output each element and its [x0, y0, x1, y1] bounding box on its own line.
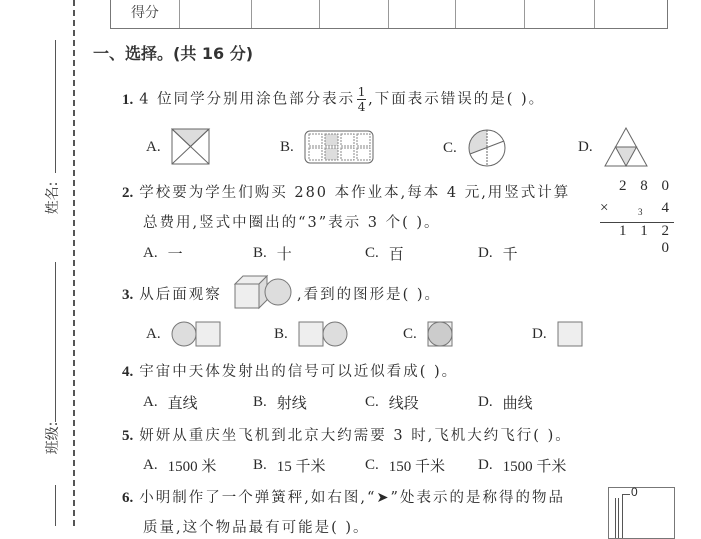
question-text: 4 位同学分别用涂色部分表示 — [139, 91, 356, 108]
option-text: 百 — [388, 247, 404, 263]
option-text: 15 千米 — [276, 459, 326, 475]
score-cell[interactable] — [179, 0, 251, 28]
option-text: 射线 — [276, 396, 307, 412]
question-text: 妍妍从重庆坐飞机到北京大约需要 3 时,飞机大约飞行( )。 — [139, 428, 572, 444]
q5-option-c[interactable] — [365, 455, 445, 476]
question-6 — [122, 486, 565, 507]
fraction-one-quarter — [357, 86, 366, 113]
option-text: 直线 — [167, 396, 198, 412]
question-number: 5. — [122, 428, 134, 444]
option-label: D. — [578, 138, 593, 155]
q4-option-d[interactable] — [478, 392, 533, 413]
option-label: C. — [365, 394, 379, 410]
option-label: B. — [253, 245, 267, 261]
option-label: A. — [143, 394, 158, 410]
q3-option-a[interactable] — [146, 320, 223, 348]
vertical-multiplication — [600, 178, 674, 256]
option-text: 十 — [276, 247, 292, 263]
q2-option-b[interactable] — [253, 243, 292, 264]
margin-line — [55, 40, 56, 173]
q3-option-b[interactable] — [274, 320, 350, 348]
option-label: B. — [280, 138, 294, 155]
option-label: C. — [403, 325, 417, 342]
section-title: 一、选择。(共 16 分) — [93, 44, 254, 63]
question-number: 4. — [122, 364, 134, 380]
option-label: B. — [274, 325, 288, 342]
question-text: 小明制作了一个弹簧秤,如右图,“➤”处表示的是称得的物品 — [139, 490, 565, 506]
score-cell[interactable] — [251, 0, 319, 28]
triangle-figure — [603, 126, 649, 168]
circle-in-square-figure — [427, 320, 455, 348]
score-cell[interactable] — [524, 0, 594, 28]
q5-option-b[interactable] — [253, 455, 326, 476]
question-2-line2: 总费用,竖式中圈出的“3”表示 3 个( )。 — [143, 215, 441, 231]
option-label: C. — [443, 139, 457, 156]
calc-multiplier: 4 — [661, 200, 674, 216]
question-text: 宇宙中天体发射出的信号可以近似看成( )。 — [139, 364, 459, 380]
name-label: 姓名: — [45, 181, 61, 215]
times-sign: × — [600, 200, 614, 216]
question-4 — [122, 360, 458, 381]
spring-scale-figure — [608, 487, 675, 539]
option-label: C. — [365, 457, 379, 473]
option-text: 曲线 — [502, 396, 533, 412]
option-text: 1500 米 — [167, 459, 217, 475]
square-diagonals-figure — [171, 128, 211, 166]
question-text: 从后面观察 — [139, 287, 222, 303]
q1-option-a[interactable] — [146, 128, 211, 166]
q3-option-c[interactable] — [403, 320, 455, 348]
class-label: 班级: — [45, 421, 61, 455]
q3-option-d[interactable] — [532, 320, 585, 348]
option-label: A. — [146, 325, 161, 342]
q1-option-c[interactable] — [443, 128, 507, 168]
question-3 — [122, 283, 222, 304]
denominator: 4 — [357, 100, 366, 114]
q4-option-a[interactable] — [143, 392, 198, 413]
cube-and-ball-figure — [233, 274, 295, 310]
option-label: A. — [146, 138, 161, 155]
q2-option-d[interactable] — [478, 243, 518, 264]
option-label: B. — [253, 394, 267, 410]
q1-option-d[interactable] — [578, 126, 649, 168]
circle-figure — [467, 128, 507, 168]
circled-carry: 3 — [638, 207, 643, 217]
option-label: D. — [478, 457, 493, 473]
q2-option-c[interactable] — [365, 243, 404, 264]
q1-option-b[interactable] — [280, 130, 374, 164]
score-cell[interactable] — [455, 0, 524, 28]
option-label: C. — [365, 245, 379, 261]
option-label: A. — [143, 457, 158, 473]
question-number: 3. — [122, 287, 134, 303]
option-label: D. — [478, 394, 493, 410]
option-label: B. — [253, 457, 267, 473]
option-text: 线段 — [388, 396, 419, 412]
calc-multiplier-row — [600, 200, 674, 222]
calc-top: 2 8 0 — [619, 178, 674, 194]
binding-dashed-line — [73, 0, 75, 526]
question-text: 学校要为学生们购买 280 本作业本,每本 4 元,用竖式计算 — [139, 185, 571, 201]
margin-line — [55, 485, 56, 526]
question-1 — [122, 86, 545, 113]
option-label: D. — [478, 245, 493, 261]
q5-option-a[interactable] — [143, 455, 216, 476]
score-table — [110, 0, 668, 29]
score-row-label: 得分 — [130, 5, 159, 21]
score-cell[interactable] — [388, 0, 456, 28]
q4-option-c[interactable] — [365, 392, 419, 413]
option-text: 1500 千米 — [502, 459, 567, 475]
grid-figure — [304, 130, 374, 164]
scale-zero-mark: 0 — [631, 485, 638, 499]
margin-line — [55, 262, 56, 422]
square-circle-figure — [298, 320, 350, 348]
score-cell[interactable] — [319, 0, 388, 28]
option-label: D. — [532, 325, 547, 342]
q5-option-d[interactable] — [478, 455, 566, 476]
question-text: ,下面表示错误的是( )。 — [368, 91, 546, 108]
q4-option-b[interactable] — [253, 392, 307, 413]
question-number: 6. — [122, 490, 134, 506]
question-5 — [122, 424, 572, 445]
option-label: A. — [143, 245, 158, 261]
option-text: 一 — [167, 247, 183, 263]
numerator: 1 — [357, 85, 366, 99]
question-2 — [122, 181, 570, 202]
question-6-line2: 质量,这个物品最有可能是( )。 — [143, 520, 370, 536]
question-number: 1. — [122, 91, 134, 108]
calc-result: 1 1 2 0 — [600, 222, 674, 245]
score-cell[interactable] — [594, 0, 667, 28]
question-number: 2. — [122, 185, 134, 201]
question-3-tail: ,看到的图形是( )。 — [297, 287, 442, 303]
option-text: 千 — [502, 247, 518, 263]
circle-square-figure — [171, 320, 223, 348]
option-text: 150 千米 — [388, 459, 446, 475]
square-figure — [557, 320, 585, 348]
q2-option-a[interactable] — [143, 243, 183, 264]
